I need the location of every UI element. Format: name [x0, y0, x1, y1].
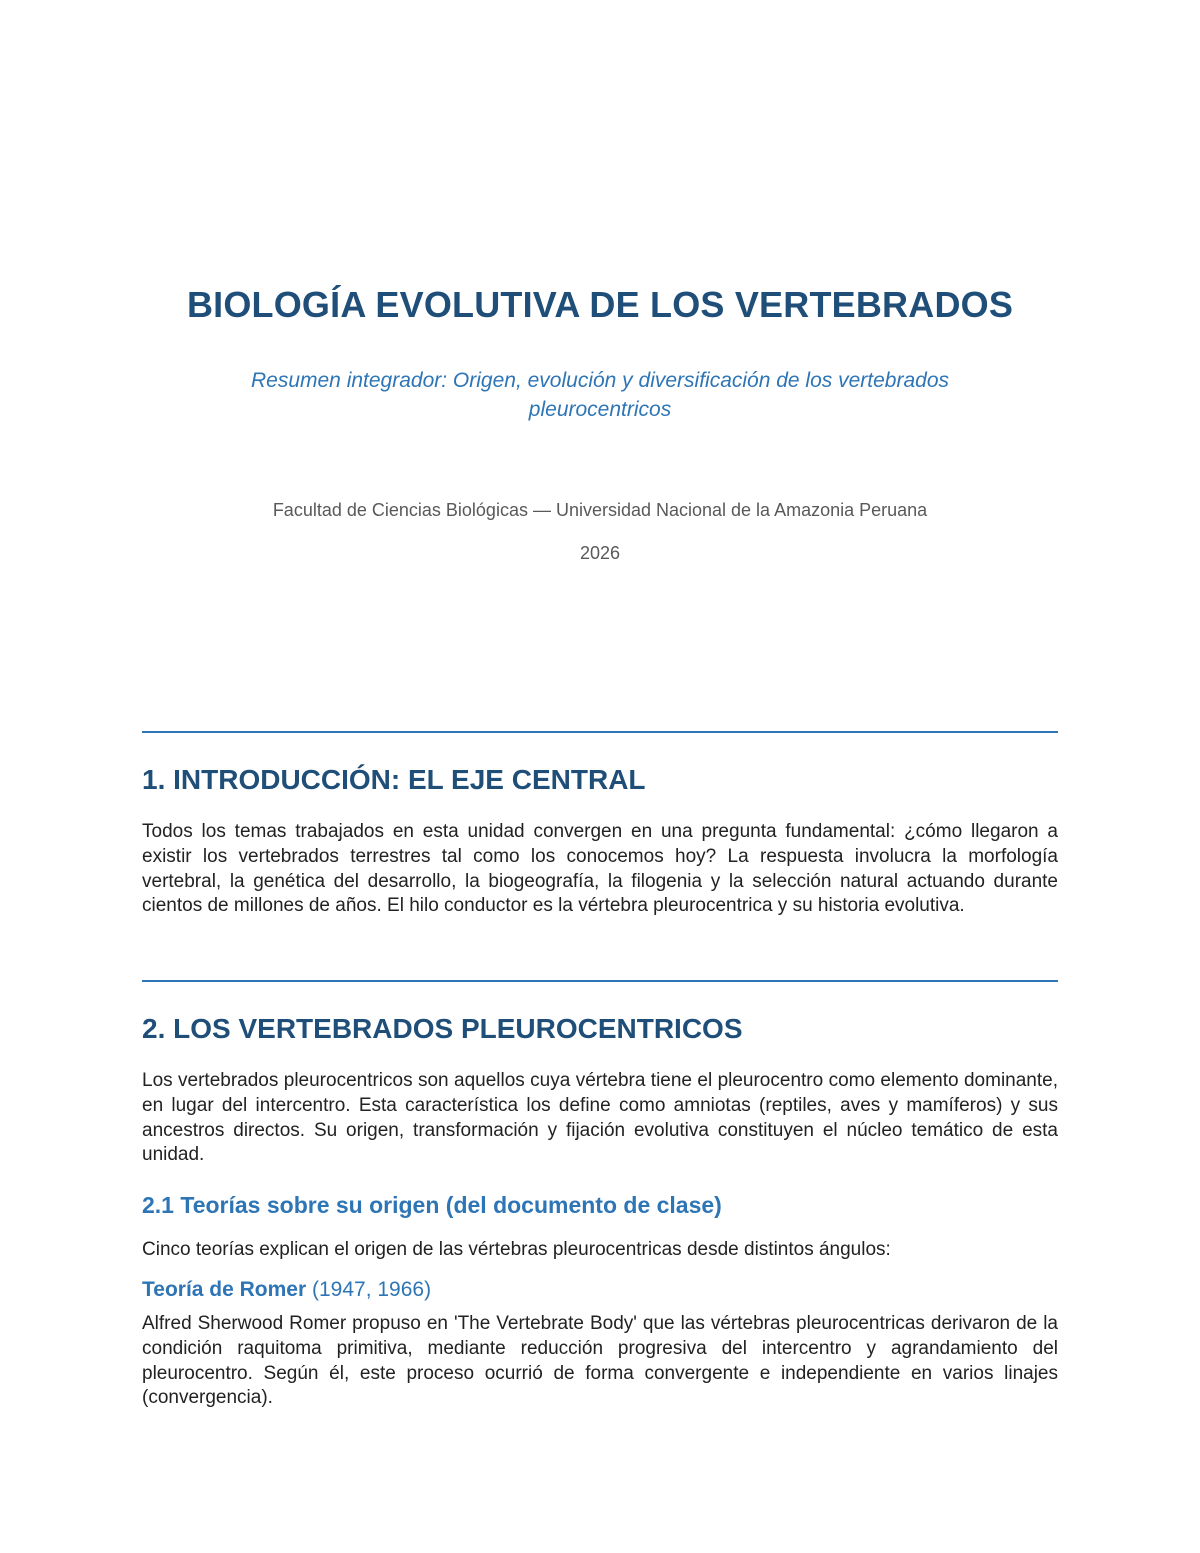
- theory-heading-romer: [142, 1278, 431, 1302]
- section-divider: [142, 731, 1058, 733]
- theory-date: (1947, 1966): [312, 1278, 432, 1301]
- section-paragraph-introduccion: Todos los temas trabajados en esta unidad convergen en una pregunta fundamental: ¿cómo llegaron a existir los vertebrados terrestres tal como los conocemos hoy? La respuesta involucra la morfología vertebral, la genética del desarrollo, la biogeografía, la filogenia y la selección natural actuando durante cientos de millones de años. El hilo conductor es la vértebra pleurocentrica y su historia evolutiva.: [142, 821, 1058, 917]
- section-heading-introduccion: 1. INTRODUCCIÓN: EL EJE CENTRAL: [142, 764, 646, 795]
- section-divider: [142, 980, 1058, 982]
- subsection-heading-teorias: 2.1 Teorías sobre su origen (del documento de clase): [142, 1192, 722, 1218]
- document-subtitle: Resumen integrador: Origen, evolución y diversificación de los vertebrados pleurocentricos: [250, 369, 950, 421]
- theory-name: Teoría de Romer: [142, 1278, 307, 1301]
- document-affiliation: Facultad de Ciencias Biológicas — Universidad Nacional de la Amazonia Peruana: [272, 500, 928, 520]
- section-heading-pleurocentricos: 2. LOS VERTEBRADOS PLEUROCENTRICOS: [142, 1013, 743, 1044]
- subsection-lead-paragraph: Cinco teorías explican el origen de las vértebras pleurocentricas desde distintos ángulos:: [142, 1239, 891, 1260]
- section-paragraph-pleurocentricos: Los vertebrados pleurocentricos son aquellos cuya vértebra tiene el pleurocentro como elemento dominante, en lugar del intercentro. Esta característica los define como amniotas (reptiles, aves y mamíferos) y sus ancestros directos. Su origen, transformación y fijación evolutiva constituyen el núcleo temático de esta unidad.: [142, 1070, 1058, 1166]
- theory-paragraph-romer: Alfred Sherwood Romer propuso en 'The Vertebrate Body' que las vértebras pleurocentricas derivaron de la condición raquitoma primitiva, mediante reducción progresiva del intercentro y agrandamiento del pleurocentro. Según él, este proceso ocurrió de forma convergente e independiente en varios linajes (convergencia).: [142, 1313, 1058, 1409]
- document-title: BIOLOGÍA EVOLUTIVA DE LOS VERTEBRADOS: [186, 284, 1014, 325]
- document-year: 2026: [579, 543, 621, 563]
